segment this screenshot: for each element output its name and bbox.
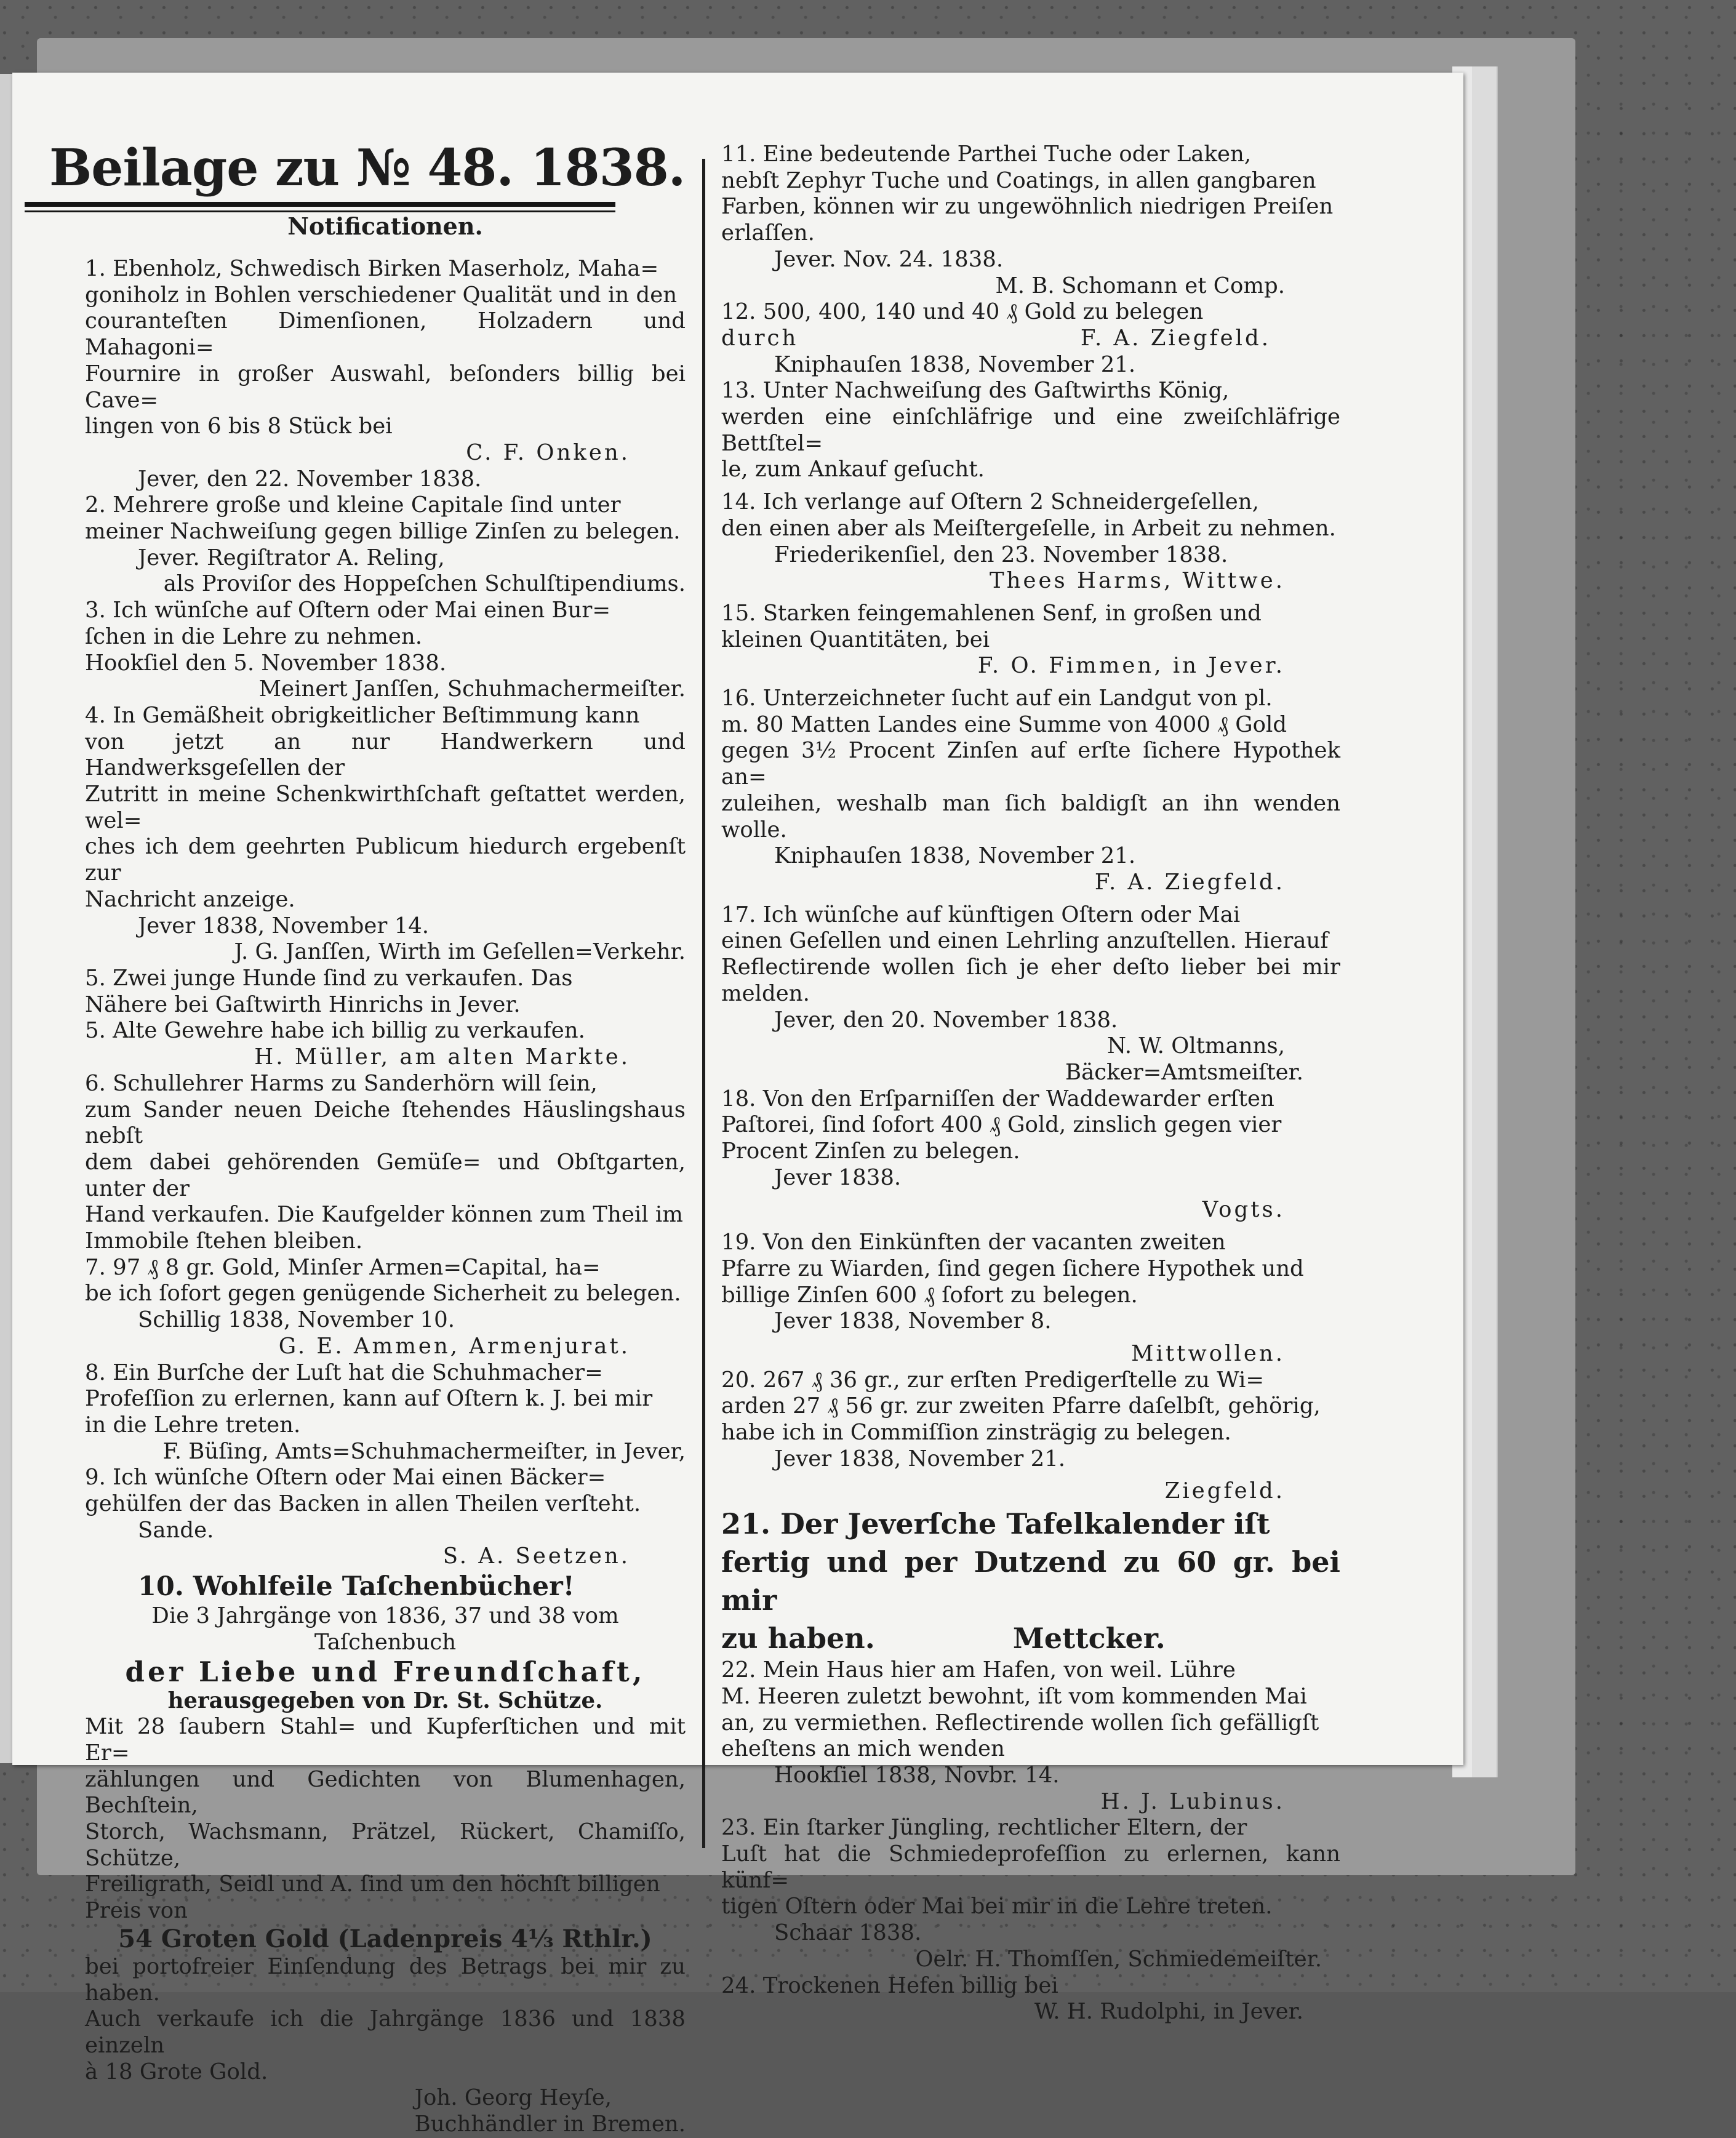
notice-line: den einen aber als Meiſtergeſelle, in Arbeit zu nehmen. — [721, 515, 1336, 541]
notice-line: meiner Nachweiſung gegen billige Zinſen zu belegen. — [85, 519, 681, 545]
notice-line: zum Sander neuen Deiche ſtehendes Häuslingshaus nebſt — [85, 1097, 686, 1149]
notice-line: 5. Alte Gewehre habe ich billig zu verkaufen. — [85, 1018, 585, 1044]
advert-line: 21. Der Jeverſche Tafelkalender iſt — [721, 1507, 1270, 1541]
advert-signature: Joh. Georg Heyſe, — [414, 2085, 612, 2111]
notice-22 — [721, 1657, 1340, 1815]
notice-line: couranteſten Dimenſionen, Holzadern und Mahagoni= — [85, 308, 686, 361]
advert-editor: herausgegeben von Dr. St. Schütze. — [167, 1688, 603, 1713]
notice-3 — [85, 598, 686, 703]
facing-page-edge — [0, 74, 12, 1763]
notice-signature: Jever. Regiſtrator A. Reling, — [138, 545, 445, 571]
notice-5 — [85, 966, 686, 1071]
notice-line: 11. Eine bedeutende Parthei Tuche oder Laken, — [721, 142, 1252, 167]
notice-line: le, zum Ankauf geſucht. — [721, 457, 985, 482]
notice-line: M. Heeren zuletzt bewohnt, iſt vom kommenden Mai — [721, 1683, 1307, 1709]
notice-line: 14. Ich verlange auf Oſtern 2 Schneidergeſellen, — [721, 489, 1259, 515]
notice-line: 2. Mehrere große und kleine Capitale ſind unter — [85, 492, 621, 518]
advert-line: bei portofreier Einſendung des Betrags bei mir zu haben. — [85, 1953, 686, 2006]
notice-line: billige Zinſen 600 ₰ ſofort zu belegen. — [721, 1282, 1138, 1308]
column-divider — [702, 159, 705, 1848]
notice-signature: G. E. Ammen, Armenjurat. — [278, 1333, 630, 1359]
notice-line: 3. Ich wünſche auf Oſtern oder Mai einen Bur= — [85, 598, 611, 623]
notice-date: Jever 1838, November 21. — [774, 1446, 1066, 1471]
advert-line: zu haben. Mettcker. — [721, 1622, 1166, 1656]
section-heading: Notificationen. — [287, 212, 483, 240]
title-rule — [25, 202, 615, 207]
notice-date: Jever 1838, November 14. — [138, 913, 430, 939]
notice-16 — [721, 686, 1340, 896]
notice-6 — [85, 1071, 686, 1255]
notice-line: Pfarre zu Wiarden, ſind gegen ſichere Hypothek und — [721, 1255, 1304, 1281]
notice-signature: Vogts. — [1202, 1197, 1285, 1223]
advert-signature: Buchhändler in Bremen. — [414, 2112, 686, 2137]
notice-line: 13. Unter Nachweiſung des Gaſtwirths König, — [721, 378, 1230, 404]
notice-signature: Oelr. H. Thomſſen, Schmiedemeiſter. — [915, 1946, 1322, 1972]
notice-2 — [85, 492, 686, 598]
notice-line: 1. Ebenholz, Schwedisch Birken Maserholz, Maha= — [85, 256, 659, 281]
notice-signature: Bäcker=Amtsmeiſter. — [1065, 1059, 1303, 1085]
notice-date: Kniphauſen 1838, November 21. — [774, 351, 1136, 377]
notice-line: ſchen in die Lehre zu nehmen. — [85, 623, 423, 649]
advert-line: Auch verkaufe ich die Jahrgänge 1836 und 1838 einzeln — [85, 2006, 686, 2058]
notice-signature: Meinert Janſſen, Schuhmachermeiſter. — [258, 676, 686, 702]
notice-14 — [721, 489, 1340, 595]
notice-11 — [721, 142, 1340, 299]
notice-signature: durch F. A. Ziegfeld. — [721, 325, 1271, 351]
notice-7 — [85, 1255, 686, 1360]
notice-line: arden 27 ₰ 56 gr. zur zweiten Pfarre daſelbſt, gehörig, — [721, 1393, 1321, 1419]
notice-signature: C. F. Onken. — [466, 439, 630, 465]
advert-line: Die 3 Jahrgänge von 1836, 37 und 38 vom — [151, 1603, 619, 1629]
advert-line: à 18 Grote Gold. — [85, 2059, 268, 2084]
notice-signature: F. A. Ziegfeld. — [1094, 869, 1285, 895]
notice-signature: H. J. Lubinus. — [1100, 1788, 1285, 1814]
notice-line: Nachricht anzeige. — [85, 886, 295, 912]
notice-19 — [721, 1230, 1340, 1367]
notice-line: 6. Schullehrer Harms zu Sanderhörn will ſein, — [85, 1070, 598, 1096]
notice-line: 23. Ein ſtarker Jüngling, rechtlicher Eltern, der — [721, 1815, 1247, 1841]
notice-line: Profeſſion zu erlernen, kann auf Oſtern k. J. bei mir — [85, 1386, 653, 1412]
notice-line: gehülfen der das Backen in allen Theilen verſteht. — [85, 1491, 641, 1517]
advert-line: zählungen und Gedichten von Blumenhagen, Bechſtein, — [85, 1766, 686, 1819]
advert-title: 10. Wohlfeile Taſchenbücher! — [138, 1571, 575, 1603]
notice-signature: W. H. Rudolphi, in Jever. — [1034, 1999, 1303, 2025]
notice-line: Nähere bei Gaſtwirth Hinrichs in Jever. — [85, 991, 521, 1017]
newspaper-page — [12, 73, 1463, 2137]
notice-line: 20. 267 ₰ 36 gr., zur erſten Predigerſtelle zu Wi= — [721, 1367, 1265, 1393]
notice-line: m. 80 Matten Landes eine Summe von 4000 ₰ Gold — [721, 711, 1287, 737]
notice-line: lingen von 6 bis 8 Stück bei — [85, 414, 393, 439]
notice-date: Schaar 1838. — [774, 1920, 922, 1946]
notice-line: Fournire in großer Auswahl, beſonders billig bei Cave= — [85, 361, 686, 413]
notice-date: Jever. Nov. 24. 1838. — [774, 246, 1004, 272]
notice-line: nebſt Zephyr Tuche und Coatings, in allen gangbaren — [721, 167, 1316, 193]
notice-line: 19. Von den Einkünften der vacanten zweiten — [721, 1230, 1226, 1255]
notice-line: Procent Zinſen zu belegen. — [721, 1139, 1020, 1164]
notice-line: 12. 500, 400, 140 und 40 ₰ Gold zu belegen — [721, 299, 1204, 325]
notice-line: von jetzt an nur Handwerkern und Handwerksgeſellen der — [85, 729, 686, 781]
notice-10 — [85, 1570, 686, 2138]
notice-17 — [721, 902, 1340, 1086]
advert-line: fertig und per Dutzend zu 60 gr. bei mir — [721, 1545, 1340, 1617]
notice-line: dem dabei gehörenden Gemüſe= und Obſtgarten, unter der — [85, 1149, 686, 1201]
advert-line: Mit 28 ſaubern Stahl= und Kupferſtichen und mit Er= — [85, 1714, 686, 1766]
notice-signature: S. A. Seetzen. — [442, 1543, 630, 1569]
notice-signature: als Proviſor des Hoppeſchen Schulſtipendiums. — [163, 571, 686, 597]
notice-date: Kniphauſen 1838, November 21. — [774, 843, 1136, 869]
notice-line: 4. In Gemäßheit obrigkeitlicher Beſtimmung kann — [85, 702, 640, 728]
notice-13 — [721, 378, 1340, 483]
notice-line: kleinen Quantitäten, bei — [721, 627, 990, 652]
notice-line: eheſtens an mich wenden — [721, 1736, 1005, 1762]
notice-1 — [85, 256, 686, 492]
notice-line: 17. Ich wünſche auf künftigen Oſtern oder Mai — [721, 902, 1241, 927]
notice-23 — [721, 1815, 1340, 1972]
notice-list-left — [85, 256, 686, 2138]
notice-line: 9. Ich wünſche Oſtern oder Mai einen Bäcker= — [85, 1465, 606, 1491]
notice-line: goniholz in Bohlen verschiedener Qualität und in den — [85, 282, 678, 308]
advert-line: Preis von — [85, 1898, 188, 1924]
notice-line: in die Lehre treten. — [85, 1412, 301, 1438]
notice-line: tigen Oſtern oder Mai bei mir in die Lehre treten. — [721, 1894, 1273, 1920]
page-title: Beilage zu № 48. 1838. — [49, 138, 686, 198]
notice-12 — [721, 299, 1340, 378]
notice-date: Jever, den 22. November 1838. — [138, 466, 482, 492]
notice-signature: F. Büſing, Amts=Schuhmachermeiſter, in Jever, — [162, 1438, 686, 1464]
notice-9 — [85, 1465, 686, 1570]
notice-line: be ich ſofort gegen genügende Sicherheit zu belegen. — [85, 1281, 681, 1307]
notice-line: ches ich dem geehrten Publicum hiedurch ergebenſt zur — [85, 834, 686, 886]
notice-signature: F. O. Fimmen, in Jever. — [977, 653, 1285, 679]
notice-date: Friederikenſiel, den 23. November 1838. — [774, 542, 1228, 567]
notice-8 — [85, 1360, 686, 1465]
notice-line: erlaſſen. — [721, 220, 815, 246]
notice-24 — [721, 1973, 1340, 2025]
page-stack — [1472, 66, 1498, 1777]
notice-date: Jever 1838. — [774, 1164, 902, 1190]
advert-line: Freiligrath, Seidl und A. ſind um den höchſt billigen — [85, 1872, 660, 1897]
notice-line: 16. Unterzeichneter ſucht auf ein Landgut von pl. — [721, 686, 1273, 711]
notice-18 — [721, 1086, 1340, 1224]
notice-line: Luſt hat die Schmiedeprofeſſion zu erlernen, kann künf= — [721, 1841, 1340, 1893]
notice-date: Hookſiel den 5. November 1838. — [85, 650, 447, 676]
advert-line: Taſchenbuch — [314, 1629, 457, 1655]
notice-signature: Ziegfeld. — [1164, 1478, 1285, 1504]
notice-date: Jever, den 20. November 1838. — [774, 1007, 1118, 1033]
notice-20 — [721, 1367, 1340, 1505]
notice-line: gegen 3½ Procent Zinſen auf erſte ſichere Hypothek an= — [721, 738, 1340, 790]
notice-signature: H. Müller, am alten Markte. — [254, 1044, 630, 1070]
notice-signature: Thees Harms, Wittwe. — [989, 568, 1285, 594]
notice-15 — [721, 601, 1340, 679]
notice-line: zuleihen, weshalb man ſich baldigſt an ihn wenden wolle. — [721, 790, 1340, 843]
notice-date: Schillig 1838, November 10. — [138, 1307, 455, 1333]
notice-place: Sande. — [138, 1517, 214, 1543]
notice-line: 22. Mein Haus hier am Hafen, von weil. Lühre — [721, 1657, 1236, 1683]
notice-line: habe ich in Commiſſion zinsträgig zu belegen. — [721, 1420, 1231, 1446]
notice-line: 5. Zwei junge Hunde ſind zu verkaufen. Das — [85, 965, 573, 991]
notice-line: Immobile ſtehen bleiben. — [85, 1228, 363, 1254]
advert-price: 54 Groten Gold (Ladenpreis 4⅓ Rthlr.) — [118, 1924, 652, 1953]
notice-line: Paſtorei, ſind ſofort 400 ₰ Gold, zinslich gegen vier — [721, 1112, 1282, 1138]
notice-line: 18. Von den Erſparniſſen der Waddewarder erſten — [721, 1086, 1274, 1111]
notice-line: 15. Starken feingemahlenen Senf, in großen und — [721, 600, 1262, 626]
notice-signature: Mittwollen. — [1131, 1340, 1285, 1366]
notice-line: Farben, können wir zu ungewöhnlich niedrigen Preiſen — [721, 194, 1334, 220]
notice-signature: M. B. Schomann et Comp. — [995, 273, 1285, 298]
notice-line: werden eine einſchläfrige und eine zweiſchläfrige Bettſtel= — [721, 404, 1340, 456]
notice-line: Hand verkaufen. Die Kaufgelder können zum Theil im — [85, 1202, 683, 1228]
right-column — [721, 142, 1340, 2025]
notice-date: Hookſiel 1838, Novbr. 14. — [774, 1762, 1060, 1788]
notice-line: einen Geſellen und einen Lehrling anzuſtellen. Hierauf — [721, 928, 1329, 954]
advert-line: Storch, Wachsmann, Prätzel, Rückert, Chamiſſo, Schütze, — [85, 1819, 686, 1871]
notice-line: 24. Trockenen Hefen billig bei — [721, 1972, 1058, 1998]
notice-line: 7. 97 ₰ 8 gr. Gold, Minſer Armen=Capital, ha= — [85, 1254, 601, 1280]
notice-signature: J. G. Janſſen, Wirth im Geſellen=Verkehr. — [234, 939, 686, 965]
notice-line: Reflectirende wollen ſich je eher deſto lieber bei mir melden. — [721, 955, 1340, 1006]
notice-line: Zutritt in meine Schenkwirthſchaft geſtattet werden, wel= — [85, 782, 686, 833]
notice-signature: N. W. Oltmanns, — [1107, 1033, 1285, 1059]
notice-date: Jever 1838, November 8. — [774, 1308, 1052, 1334]
notice-21 — [721, 1505, 1340, 1657]
advert-book-title: der Liebe und Freundſchaft, — [125, 1655, 646, 1688]
notice-4 — [85, 703, 686, 966]
notice-line: 8. Ein Burſche der Luſt hat die Schuhmacher= — [85, 1359, 603, 1385]
notice-line: an, zu vermiethen. Reflectirende wollen ſich gefälligſt — [721, 1710, 1319, 1736]
